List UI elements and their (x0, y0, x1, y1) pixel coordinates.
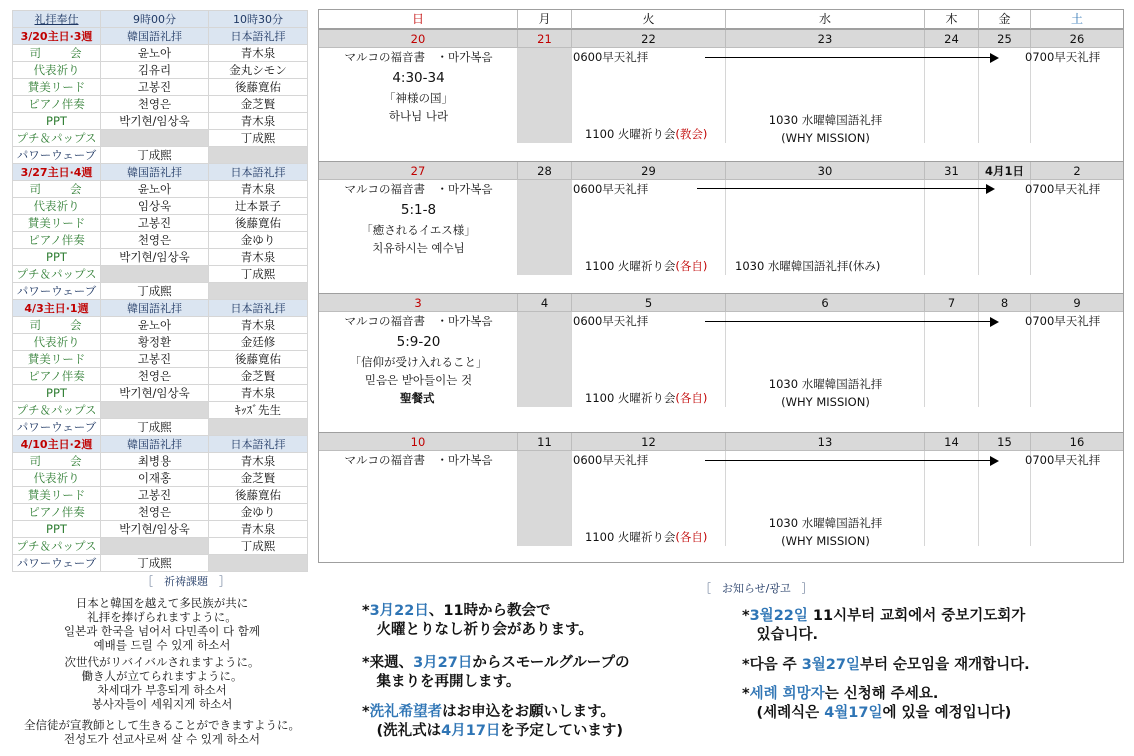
roster-role: 司 会 (13, 45, 101, 62)
day-cell (979, 180, 1031, 275)
roster-japanese-name: 後藤寛佑 (209, 487, 308, 504)
arrow-head (990, 456, 999, 466)
roster-japanese-name: 金廷修 (209, 334, 308, 351)
roster-row (13, 266, 308, 283)
roster-row (13, 521, 308, 538)
roster-korean-name: 박기현/임상욱 (101, 385, 209, 402)
roster-row (13, 79, 308, 96)
sunday-sermon-line: 「神様の国」 (384, 91, 453, 105)
date-number: 26 (1069, 32, 1085, 46)
roster-japanese-name: 後藤寛佑 (209, 79, 308, 96)
roster-korean-name: 천영은 (101, 504, 209, 521)
arrow-head (990, 53, 999, 63)
roster-korean-name: 윤노아 (101, 181, 209, 198)
saturday-early-prayer: 0700早天礼拝 (1025, 50, 1101, 64)
prayer-line: 전성도가 선교사로써 살 수 있게 하소서 (63, 732, 261, 746)
roster-japanese-name: 丁成熙 (209, 266, 308, 283)
sunday-sermon-line: 5:1-8 (400, 202, 437, 218)
roster-role: プチ＆パップス (13, 130, 101, 147)
tuesday-prayer-label: 1100 火曜祈り会 (585, 530, 676, 544)
arrow-head (990, 317, 999, 327)
prayer-title: ［ 祈祷課題 ］ (142, 575, 230, 588)
roster-japanese-name: 青木泉 (209, 317, 308, 334)
date-number: 9 (1073, 296, 1081, 310)
arrow-line (697, 188, 987, 189)
notice-item (742, 607, 1025, 645)
date-number: 23 (726, 30, 925, 48)
roster-header (13, 11, 308, 28)
notice-highlight: 4월17일 (824, 705, 883, 721)
roster-row (13, 198, 308, 215)
roster-korean-name: 임상욱 (101, 198, 209, 215)
roster-japanese-name: 金ゆり (209, 232, 308, 249)
tuesday-prayer-meeting (585, 259, 707, 273)
prayer-block (12, 718, 312, 746)
notice-text: * (742, 608, 750, 624)
roster-label: 礼拝奉仕 (13, 11, 101, 28)
prayer-block (12, 655, 312, 711)
roster-row (13, 317, 308, 334)
wednesday-service: 1030 水曜韓国語礼拝(休み) (735, 259, 881, 273)
sunday-sermon-line: 「信仰が受け入れること」 (349, 355, 488, 369)
roster-week-header (13, 164, 308, 181)
notice-highlight: 洗礼希望者 (369, 704, 443, 720)
roster-japanese-name: 金芝賢 (209, 470, 308, 487)
notice-line (742, 607, 1025, 626)
wednesday-service: 1030 水曜韓国語礼拝 (768, 377, 883, 391)
prayer-line: 次世代がリバイバルされますように。 (64, 655, 260, 669)
roster-korean-name: 고봉진 (101, 79, 209, 96)
week-arrow (705, 53, 999, 63)
notice-text: (洗礼式は (362, 723, 442, 739)
roster-time-2: 10時30分 (209, 11, 308, 28)
roster-japanese-name: 青木泉 (209, 453, 308, 470)
day-cell (518, 48, 572, 143)
tuesday-prayer-meeting (585, 391, 707, 405)
roster-role: 賛美リード (13, 351, 101, 368)
roster-row (13, 181, 308, 198)
roster-japanese-name: 青木泉 (209, 45, 308, 62)
sunday-footer: 聖餐式 (400, 391, 435, 405)
roster-week-date: 3/27主日·4週 (13, 164, 101, 181)
roster-korean-name (101, 266, 209, 283)
roster-row (13, 249, 308, 266)
notice-line (362, 654, 630, 673)
prayer-line: 차세대가 부흥되게 하소서 (97, 683, 227, 697)
sunday-sermon-line: 치유하시는 예수님 (372, 241, 465, 255)
roster-japanese-name: 青木泉 (209, 113, 308, 130)
date-number: 10 (319, 433, 518, 451)
tuesday-early-prayer: 0600早天礼拝 (573, 314, 649, 328)
roster-row (13, 470, 308, 487)
roster-korean-name: 박기현/임상욱 (101, 249, 209, 266)
wednesday-service: 1030 水曜韓国語礼拝 (768, 113, 883, 127)
roster-korean-name: 천영은 (101, 368, 209, 385)
date-number: 15 (979, 433, 1031, 451)
roster-korean-name: 김유리 (101, 62, 209, 79)
day-header-5: 金 (979, 10, 1031, 29)
calendar-week (319, 161, 1123, 275)
notices-title: ［ お知らせ/광고 ］ (700, 582, 813, 595)
roster-japanese-name (209, 419, 308, 436)
roster-row (13, 555, 308, 572)
notice-text: はお申込をお願いします。 (442, 704, 615, 720)
date-number: 27 (319, 162, 518, 180)
date-number: 31 (925, 162, 979, 180)
roster-role: ピアノ伴奏 (13, 504, 101, 521)
roster-japanese-name: 後藤寛佑 (209, 351, 308, 368)
roster-japanese-name (209, 555, 308, 572)
day-cell (518, 451, 572, 546)
roster-korean-name: 윤노아 (101, 317, 209, 334)
roster-row (13, 351, 308, 368)
notice-text: *다음 주 (742, 657, 802, 673)
roster-row (13, 215, 308, 232)
roster-col-korean: 韓国語礼拝 (101, 300, 209, 317)
arrow-line (705, 321, 991, 322)
roster-week-date: 4/10主日·2週 (13, 436, 101, 453)
roster-role: 司 会 (13, 317, 101, 334)
roster-japanese-name: 金ゆり (209, 504, 308, 521)
roster-week-header (13, 28, 308, 45)
roster-row (13, 385, 308, 402)
date-number: 8 (979, 294, 1031, 312)
day-cell (518, 312, 572, 407)
date-number: 21 (518, 30, 572, 48)
roster-korean-name: 丁成熙 (101, 419, 209, 436)
date-number: 3 (319, 294, 518, 312)
notice-item (362, 602, 593, 640)
roster-row (13, 113, 308, 130)
roster-row (13, 487, 308, 504)
roster-japanese-name: 丁成熙 (209, 538, 308, 555)
roster-row (13, 419, 308, 436)
roster-korean-name: 황정환 (101, 334, 209, 351)
roster-korean-name: 박기현/임상욱 (101, 113, 209, 130)
prayer-line: 日本と韓国を越えて多民族が共に (75, 596, 249, 610)
roster-japanese-name: 丁成熙 (209, 130, 308, 147)
service-roster (12, 10, 308, 572)
notice-line (742, 685, 1011, 704)
roster-korean-name: 丁成熙 (101, 283, 209, 300)
roster-row (13, 283, 308, 300)
roster-korean-name: 고봉진 (101, 487, 209, 504)
tuesday-early-prayer: 0600早天礼拝 (573, 182, 649, 196)
roster-row (13, 453, 308, 470)
roster-role: 司 会 (13, 181, 101, 198)
roster-role: プチ＆パップス (13, 538, 101, 555)
roster-role: ピアノ伴奏 (13, 232, 101, 249)
notice-text: * (362, 603, 370, 619)
date-number: 30 (726, 162, 925, 180)
arrow-line (705, 460, 991, 461)
notice-line: 集まりを再開します。 (362, 674, 521, 690)
roster-korean-name (101, 130, 209, 147)
date-number: 2 (1073, 164, 1081, 178)
saturday-early-prayer: 0700早天礼拝 (1025, 453, 1101, 467)
roster-row (13, 232, 308, 249)
notice-highlight: 3月27日 (413, 655, 473, 671)
date-number: 14 (925, 433, 979, 451)
prayer-block (12, 596, 312, 652)
saturday-early-prayer: 0700早天礼拝 (1025, 314, 1101, 328)
roster-row (13, 368, 308, 385)
week-arrow (705, 456, 999, 466)
roster-row (13, 147, 308, 164)
arrow-line (705, 57, 991, 58)
roster-role: 代表祈り (13, 62, 101, 79)
roster-role: PPT (13, 113, 101, 130)
sunday-sermon-line: 5:9-20 (396, 334, 441, 350)
week-arrow (705, 317, 999, 327)
sunday-sermon-line: 하나님 나라 (388, 109, 449, 123)
roster-week-date: 4/3主日·1週 (13, 300, 101, 317)
notice-item (742, 685, 1011, 723)
arrow-head (986, 184, 995, 194)
roster-japanese-name: 後藤寛佑 (209, 215, 308, 232)
date-number: 22 (572, 30, 726, 48)
roster-korean-name: 丁成熙 (101, 555, 209, 572)
calendar-week (319, 29, 1123, 143)
roster-role: 賛美リード (13, 79, 101, 96)
sunday-sermon-line: 믿음은 받아들이는 것 (364, 373, 473, 387)
roster-role: 賛美リード (13, 487, 101, 504)
tuesday-prayer-label: 1100 火曜祈り会 (585, 391, 676, 405)
roster-role: パワーウェーブ (13, 419, 101, 436)
roster-week-date: 3/20主日·3週 (13, 28, 101, 45)
date-number: 28 (518, 162, 572, 180)
tuesday-prayer-label: 1100 火曜祈り会 (585, 259, 676, 273)
date-number: 29 (572, 162, 726, 180)
sunday-sermon-line: マルコの福音書 ・마가복음 (344, 314, 493, 328)
roster-role: プチ＆パップス (13, 402, 101, 419)
wednesday-service-venue: (WHY MISSION) (781, 395, 870, 409)
roster-col-japanese: 日本語礼拝 (209, 164, 308, 181)
notice-line: 火曜とりなし祈り会があります。 (362, 622, 593, 638)
roster-role: PPT (13, 521, 101, 538)
roster-japanese-name (209, 283, 308, 300)
sunday-sermon-line: 「癒されるイエス様」 (361, 223, 476, 237)
roster-role: ピアノ伴奏 (13, 96, 101, 113)
tuesday-early-prayer: 0600早天礼拝 (573, 453, 649, 467)
notice-text: 는 신청해 주세요. (824, 686, 939, 702)
day-cell (518, 180, 572, 275)
roster-role: パワーウェーブ (13, 283, 101, 300)
roster-row (13, 130, 308, 147)
notice-text: (세례식은 (742, 705, 825, 721)
prayer-line: 일본과 한국을 넘어서 다민족이 다 함께 (63, 624, 261, 638)
roster-col-japanese: 日本語礼拝 (209, 28, 308, 45)
prayer-line: 働き人が立てられますように。 (81, 669, 243, 683)
sunday-sermon-line: マルコの福音書 ・마가복음 (344, 50, 493, 64)
notice-item (362, 703, 623, 741)
date-number: 24 (925, 30, 979, 48)
roster-korean-name: 박기현/임상욱 (101, 521, 209, 538)
notice-text: を予定しています) (500, 723, 624, 739)
tuesday-prayer-meeting (585, 530, 707, 544)
roster-korean-name: 윤노아 (101, 45, 209, 62)
date-number: 4月1日 (979, 162, 1031, 180)
prayer-line: 봉사자들이 세워지게 하소서 (91, 697, 233, 711)
calendar-week (319, 432, 1123, 546)
tuesday-prayer-meeting (585, 127, 707, 141)
date-number: 13 (726, 433, 925, 451)
roster-role: PPT (13, 385, 101, 402)
roster-japanese-name: 辻本景子 (209, 198, 308, 215)
notice-highlight: 3月22日 (369, 603, 429, 619)
sunday-sermon-line: マルコの福音書 ・마가복음 (344, 453, 493, 467)
saturday-early-prayer: 0700早天礼拝 (1025, 182, 1101, 196)
notice-text: * (362, 704, 370, 720)
roster-japanese-name: 青木泉 (209, 181, 308, 198)
notice-text: * (742, 686, 750, 702)
date-number: 16 (1069, 435, 1085, 449)
date-number: 4 (518, 294, 572, 312)
notice-highlight: 3월22일 (749, 608, 808, 624)
notice-line (742, 656, 1030, 675)
roster-role: 司 会 (13, 453, 101, 470)
wednesday-service-venue: (WHY MISSION) (781, 131, 870, 145)
notice-highlight: 세례 희망자 (749, 686, 825, 702)
prayer-line: 예배를 드릴 수 있게 하소서 (93, 638, 231, 652)
roster-korean-name: 천영은 (101, 96, 209, 113)
roster-japanese-name: 青木泉 (209, 249, 308, 266)
roster-korean-name (101, 402, 209, 419)
roster-role: ピアノ伴奏 (13, 368, 101, 385)
tuesday-prayer-location: (各自) (675, 391, 708, 405)
notice-text: 부터 순모임을 재개합니다. (859, 657, 1030, 673)
day-cell (925, 180, 979, 275)
roster-row (13, 96, 308, 113)
day-header-2: 火 (572, 10, 726, 29)
day-header-1: 月 (518, 10, 572, 29)
prayer-line: 礼拝を捧げられますように。 (87, 610, 237, 624)
roster-time-1: 9時00分 (101, 11, 209, 28)
prayer-line: 全信徒が宣教師として生きることができますように。 (24, 718, 300, 732)
notice-text: 11시부터 교회에서 중보기도회가 (807, 608, 1026, 624)
notice-text: 、11時から教会で (428, 603, 551, 619)
roster-japanese-name: 金芝賢 (209, 368, 308, 385)
notice-text: *来週、 (362, 655, 414, 671)
roster-col-korean: 韓国語礼拝 (101, 164, 209, 181)
date-number: 25 (979, 30, 1031, 48)
roster-korean-name: 최병용 (101, 453, 209, 470)
roster-japanese-name: 金芝賢 (209, 96, 308, 113)
notice-line (362, 602, 593, 621)
roster-role: プチ＆パップス (13, 266, 101, 283)
roster-korean-name: 고봉진 (101, 215, 209, 232)
week-arrow (697, 184, 995, 194)
roster-japanese-name: 青木泉 (209, 385, 308, 402)
roster-row (13, 504, 308, 521)
date-number: 12 (572, 433, 726, 451)
roster-japanese-name (209, 147, 308, 164)
sunday-sermon-line: 4:30-34 (392, 70, 445, 86)
roster-japanese-name: 青木泉 (209, 521, 308, 538)
roster-role: 賛美リード (13, 215, 101, 232)
roster-week-header (13, 436, 308, 453)
roster-japanese-name: 金丸シモン (209, 62, 308, 79)
date-number: 7 (925, 294, 979, 312)
roster-col-japanese: 日本語礼拝 (209, 300, 308, 317)
roster-week-header (13, 300, 308, 317)
roster-korean-name: 고봉진 (101, 351, 209, 368)
roster-row (13, 62, 308, 79)
date-number: 11 (518, 433, 572, 451)
wednesday-service: 1030 水曜韓国語礼拝 (768, 516, 883, 530)
roster-col-japanese: 日本語礼拝 (209, 436, 308, 453)
roster-row (13, 538, 308, 555)
roster-japanese-name: ｷｯｽﾞ先生 (209, 402, 308, 419)
roster-role: パワーウェーブ (13, 555, 101, 572)
notice-highlight: 3월27일 (801, 657, 860, 673)
tuesday-prayer-label: 1100 火曜祈り会 (585, 127, 676, 141)
notice-highlight: 4月17日 (441, 723, 501, 739)
roster-role: 代表祈り (13, 470, 101, 487)
roster-col-korean: 韓国語礼拝 (101, 436, 209, 453)
day-header-4: 木 (925, 10, 979, 29)
roster-korean-name (101, 538, 209, 555)
wednesday-service-venue: (WHY MISSION) (781, 534, 870, 548)
tuesday-early-prayer: 0600早天礼拝 (573, 50, 649, 64)
roster-korean-name: 천영은 (101, 232, 209, 249)
date-number: 5 (572, 294, 726, 312)
roster-row (13, 45, 308, 62)
date-number: 20 (319, 30, 518, 48)
roster-col-korean: 韓国語礼拝 (101, 28, 209, 45)
roster-row (13, 334, 308, 351)
notice-text: からスモールグループの (472, 655, 630, 671)
day-header-0: 日 (319, 10, 518, 29)
notice-item (362, 654, 630, 692)
roster-role: パワーウェーブ (13, 147, 101, 164)
tuesday-prayer-location: (各自) (675, 530, 708, 544)
notice-line (742, 704, 1011, 723)
notice-line: 있습니다. (742, 627, 819, 643)
notice-item (742, 656, 1030, 675)
roster-korean-name: 丁成熙 (101, 147, 209, 164)
sunday-sermon-line: マルコの福音書 ・마가복음 (344, 182, 493, 196)
monthly-calendar (318, 9, 1124, 563)
notice-line (362, 703, 623, 722)
date-number: 6 (726, 294, 925, 312)
roster-role: 代表祈り (13, 198, 101, 215)
roster-row (13, 402, 308, 419)
calendar-week (319, 293, 1123, 407)
day-header-6: 土 (1031, 10, 1123, 29)
notice-line (362, 722, 623, 741)
tuesday-prayer-location: (各自) (675, 259, 708, 273)
roster-role: PPT (13, 249, 101, 266)
roster-role: 代表祈り (13, 334, 101, 351)
day-header-3: 水 (726, 10, 925, 29)
tuesday-prayer-location: (教会) (675, 127, 708, 141)
roster-korean-name: 이재홍 (101, 470, 209, 487)
notice-text: 에 있을 예정입니다) (882, 705, 1012, 721)
